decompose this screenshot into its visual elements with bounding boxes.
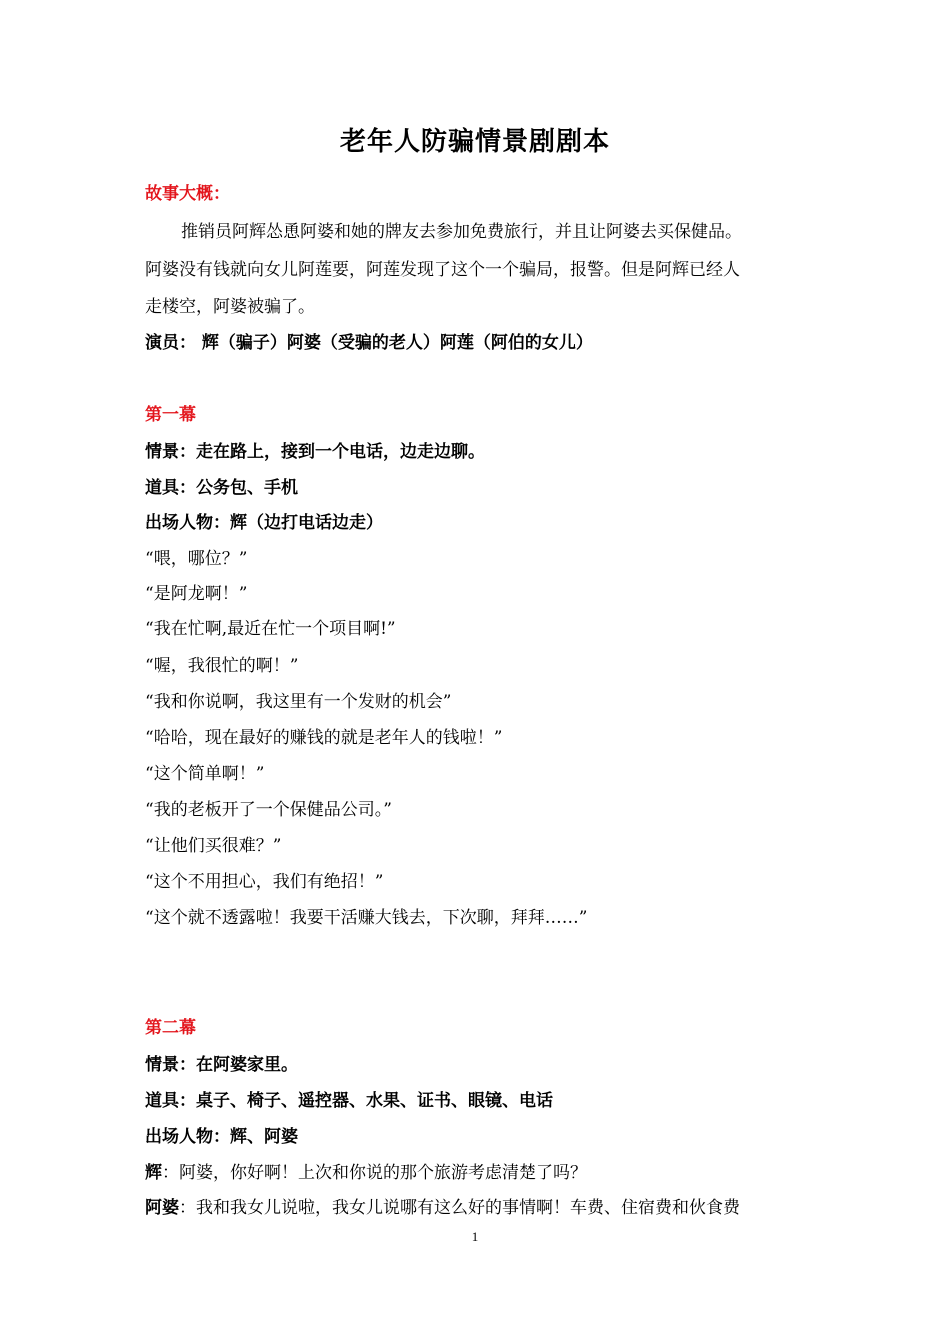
speaker-name: 阿婆	[145, 1198, 179, 1218]
act1-dialogue-line: “喂，哪位？”	[145, 549, 248, 569]
act1-dialogue-line: “这个不用担心，我们有绝招！”	[145, 872, 384, 892]
dialogue-text: ：我和我女儿说啦，我女儿说哪有这么好的事情啊！车费、住宿费和伙食费	[179, 1198, 740, 1218]
synopsis-line-1: 推销员阿辉怂恿阿婆和她的牌友去参加免费旅行，并且让阿婆去买保健品。	[181, 222, 742, 242]
act1-scene: 情景：走在路上，接到一个电话，边走边聊。	[145, 442, 485, 462]
act1-dialogue-line: “喔，我很忙的啊！”	[145, 656, 299, 676]
act1-characters: 出场人物：辉（边打电话边走）	[145, 513, 383, 533]
act2-characters: 出场人物：辉、阿婆	[145, 1127, 298, 1147]
act1-dialogue-line: “让他们买很难？”	[145, 836, 282, 856]
act1-heading: 第一幕	[145, 405, 196, 425]
act1-dialogue-line: “是阿龙啊！”	[145, 584, 248, 604]
act1-props: 道具：公务包、手机	[145, 478, 298, 498]
synopsis-heading: 故事大概：	[145, 184, 230, 204]
act1-dialogue-line: “我和你说啊，我这里有一个发财的机会”	[145, 692, 452, 712]
act2-scene: 情景：在阿婆家里。	[145, 1055, 298, 1075]
act1-dialogue-line: “这个就不透露啦！我要干活赚大钱去，下次聊，拜拜……”	[145, 908, 588, 928]
page-title: 老年人防骗情景剧剧本	[339, 127, 610, 157]
act1-dialogue-line: “哈哈，现在最好的赚钱的就是老年人的钱啦！”	[145, 728, 503, 748]
act2-props: 道具：桌子、椅子、遥控器、水果、证书、眼镜、电话	[145, 1091, 553, 1111]
page-number: 1	[471, 1229, 479, 1244]
speaker-name: 辉	[145, 1163, 162, 1183]
act1-dialogue-line: “我的老板开了一个保健品公司。”	[145, 800, 392, 820]
act2-dialogue-line	[145, 1196, 825, 1220]
act1-dialogue-line: “这个简单啊！”	[145, 764, 265, 784]
dialogue-text: ：阿婆，你好啊！上次和你说的那个旅游考虑清楚了吗？	[162, 1163, 587, 1183]
cast-line: 演员： 辉（骗子）阿婆（受骗的老人）阿莲（阿伯的女儿）	[145, 333, 593, 353]
synopsis-line-3: 走楼空，阿婆被骗了。	[145, 297, 315, 317]
act2-dialogue-line	[145, 1161, 825, 1185]
act2-heading: 第二幕	[145, 1018, 196, 1038]
synopsis-line-2: 阿婆没有钱就向女儿阿莲要，阿莲发现了这个一个骗局，报警。但是阿辉已经人	[145, 260, 740, 280]
act1-dialogue-line: “我在忙啊,最近在忙一个项目啊!”	[145, 619, 396, 639]
